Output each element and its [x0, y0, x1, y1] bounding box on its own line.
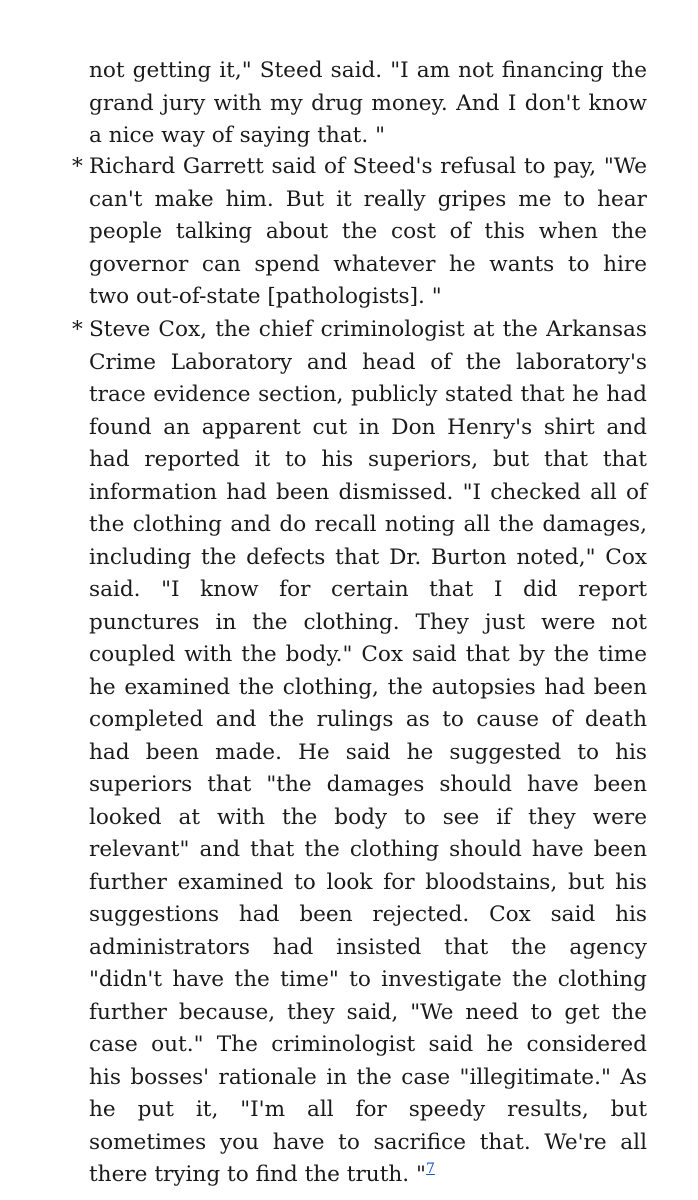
bullet-marker: *: [72, 154, 83, 179]
paragraph-cox-text: Steve Cox, the chief criminologist at the Arkansas Crime Laboratory and head of the laboratory's trace evidence section, publicly stated that he had found an apparent cut in Don Henry's shirt and had reported it to his superiors, but that that information had been dismissed. "I checked all of the clothing and do recall noting all the damages, including the defects that Dr. Burton noted," Cox said. "I know for certain that I did report punctures in the clothing. They just were not coupled with the body." Cox said that by the time he examined the clothing, the autopsies had been completed and the rulings as to cause of death had been made. He said he suggested to his superiors that "the damages should have been looked at with the body to see if they were relevant" and that the clothing should have been further examined to look for bloodstains, but his suggestions had been rejected. Cox said his administrators had insisted that the agency "didn't have the time" to investigate the clothing further because, they said, "We need to get the case out." The criminologist said he considered his bosses' rationale in the case "illegitimate." As he put it, "I'm all for speedy results, but sometimes you have to sacrifice that. We're all there trying to find the truth. ": [89, 317, 647, 1187]
paragraph-cox-statement: [89, 314, 647, 1192]
footnote-link[interactable]: 7: [425, 1160, 435, 1177]
bullet-marker: *: [72, 317, 83, 342]
paragraph-continuation: not getting it," Steed said. "I am not financing the grand jury with my drug money. And I don't know a nice way of saying that. ": [89, 58, 647, 148]
paragraph-garrett-quote: Richard Garrett said of Steed's refusal to pay, "We can't make him. But it really gripes me to hear people talking about the cost of this when the governor can spend whatever he wants to hire two out-of-state [pathologists]. ": [89, 154, 647, 309]
